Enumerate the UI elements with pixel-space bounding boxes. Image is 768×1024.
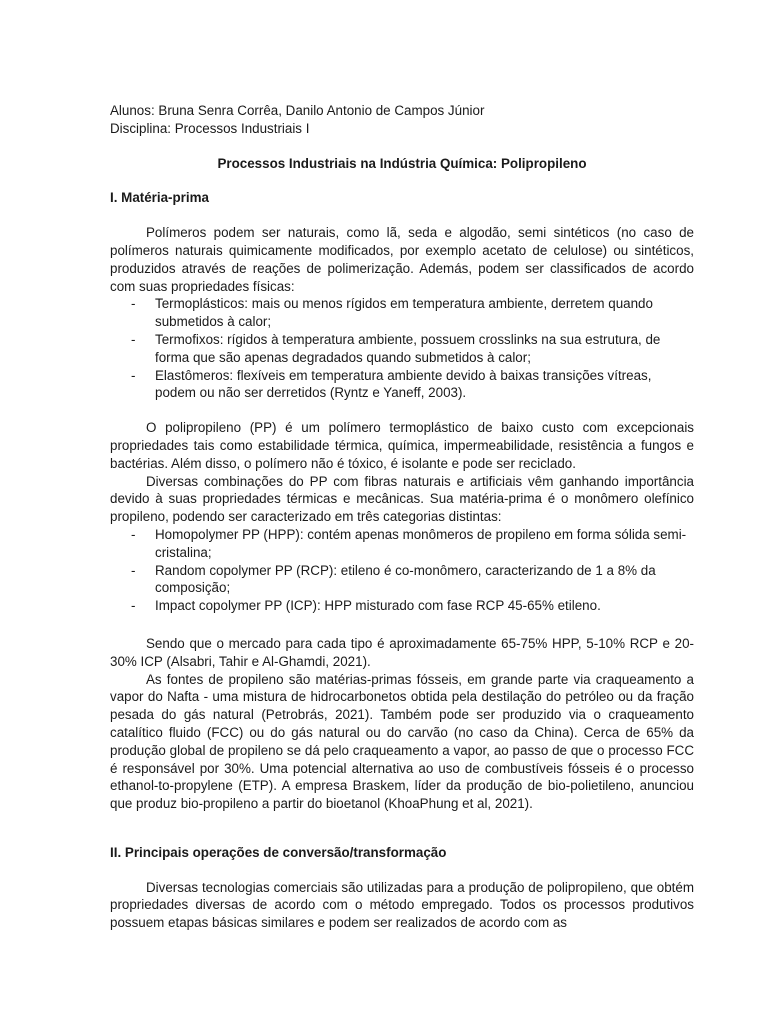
dash-bullet-icon: - bbox=[131, 526, 136, 542]
dash-bullet-icon: - bbox=[131, 598, 136, 614]
section-body-operacoes bbox=[110, 879, 694, 932]
dash-bullet-icon: - bbox=[131, 331, 136, 347]
propylene-sources bbox=[110, 635, 694, 813]
list-item bbox=[110, 331, 694, 367]
polymer-types-list bbox=[110, 295, 694, 402]
dash-bullet-icon: - bbox=[131, 296, 136, 312]
paragraph: Polímeros podem ser naturais, como lã, seda e algodão, semi sintéticos (no caso de polímeros naturais quimicamente modificados, por exemplo acetato de celulose) ou sintéticos, produzidos através de reações de polimerização. Además, podem ser classificados de acordo com suas propriedades físicas: bbox=[110, 225, 694, 294]
paragraph: Diversas tecnologias comerciais são utilizadas para a produção de polipropileno, que obtém propriedades diversas de acordo com o método empregado. Todos os processos produtivos possuem etapas básicas similares e podem ser realizados de acordo com as bbox=[110, 879, 694, 931]
list-item-text: Termofixos: rígidos à temperatura ambiente, possuem crosslinks na sua estrutura, de forma que são apenas degradados quando submetidos à calor; bbox=[155, 331, 661, 365]
list-item bbox=[110, 597, 694, 615]
pp-categories-list bbox=[110, 526, 694, 615]
list-item bbox=[110, 526, 694, 562]
dash-bullet-icon: - bbox=[131, 562, 136, 578]
list-item-text: Homopolymer PP (HPP): contém apenas monômeros de propileno em forma sólida semi-cristalina; bbox=[155, 526, 687, 560]
list-item-text: Random copolymer PP (RCP): etileno é co-monômero, caracterizando de 1 a 8% da composição; bbox=[155, 562, 656, 596]
students-line: Alunos: Bruna Senra Corrêa, Danilo Antonio de Campos Júnior bbox=[110, 103, 485, 118]
list-item bbox=[110, 562, 694, 598]
paragraph: O polipropileno (PP) é um polímero termoplástico de baixo custo com excepcionais propriedades tais como estabilidade térmica, química, impermeabilidade, resistência a fungos e bactérias. Além disso, o polímero não é tóxico, é isolante e pode ser reciclado. bbox=[110, 420, 694, 471]
list-item-text: Termoplásticos: mais ou menos rígidos em temperatura ambiente, derretem quando submetidos à calor; bbox=[155, 296, 653, 330]
list-item-text: Elastômeros: flexíveis em temperatura ambiente devido à baixas transições vítreas, podem ou não ser derretidos (Ryntz e Yaneff, 2003). bbox=[155, 367, 652, 401]
paragraph: As fontes de propileno são matérias-primas fósseis, em grande parte via craqueamento a vapor do Nafta - uma mistura de hidrocarbonetos obtida pela destilação do petróleo ou da fração pesada do gás natural (Petrobrás, 2021). Também pode ser produzido via o craqueamento catalítico fluido (FCC) ou do gás natural ou do carvão (no caso da China). Cerca de 65% da produção global de propileno se dá pelo craqueamento a vapor, ao passo de que o processo FCC é responsável por 30%. Uma potencial alternativa ao uso de combustíveis fósseis é o processo ethanol-to-propylene (ETP). A empresa Braskem, líder da produção de bio-polietileno, anunciou que produz bio-propileno a partir do bioetanol (KhoaPhung et al, 2021). bbox=[110, 671, 694, 812]
list-item bbox=[110, 295, 694, 331]
polypropylene-description bbox=[110, 419, 694, 615]
section-heading-operacoes: II. Principais operações de conversão/transformação bbox=[110, 844, 447, 860]
dash-bullet-icon: - bbox=[131, 367, 136, 383]
document-title: Processos Industriais na Indústria Química: Polipropileno bbox=[217, 155, 587, 171]
section-body-materia-prima bbox=[110, 224, 694, 402]
paragraph: Diversas combinações do PP com fibras naturais e artificiais vêm ganhando importância devido à suas propriedades térmicas e mecânicas. Sua matéria-prima é o monômero olefínico propileno, podendo ser caracterizado em três categorias distintas: bbox=[110, 473, 694, 525]
paragraph: Sendo que o mercado para cada tipo é aproximadamente 65-75% HPP, 5-10% RCP e 20-30% ICP (Alsabri, Tahir e Al-Ghamdi, 2021). bbox=[110, 635, 694, 669]
discipline-line: Disciplina: Processos Industriais I bbox=[110, 120, 310, 136]
list-item bbox=[110, 367, 694, 403]
section-heading-materia-prima: I. Matéria-prima bbox=[110, 190, 209, 206]
list-item-text: Impact copolymer PP (ICP): HPP misturado com fase RCP 45-65% etileno. bbox=[155, 598, 601, 614]
document-page bbox=[110, 102, 694, 932]
